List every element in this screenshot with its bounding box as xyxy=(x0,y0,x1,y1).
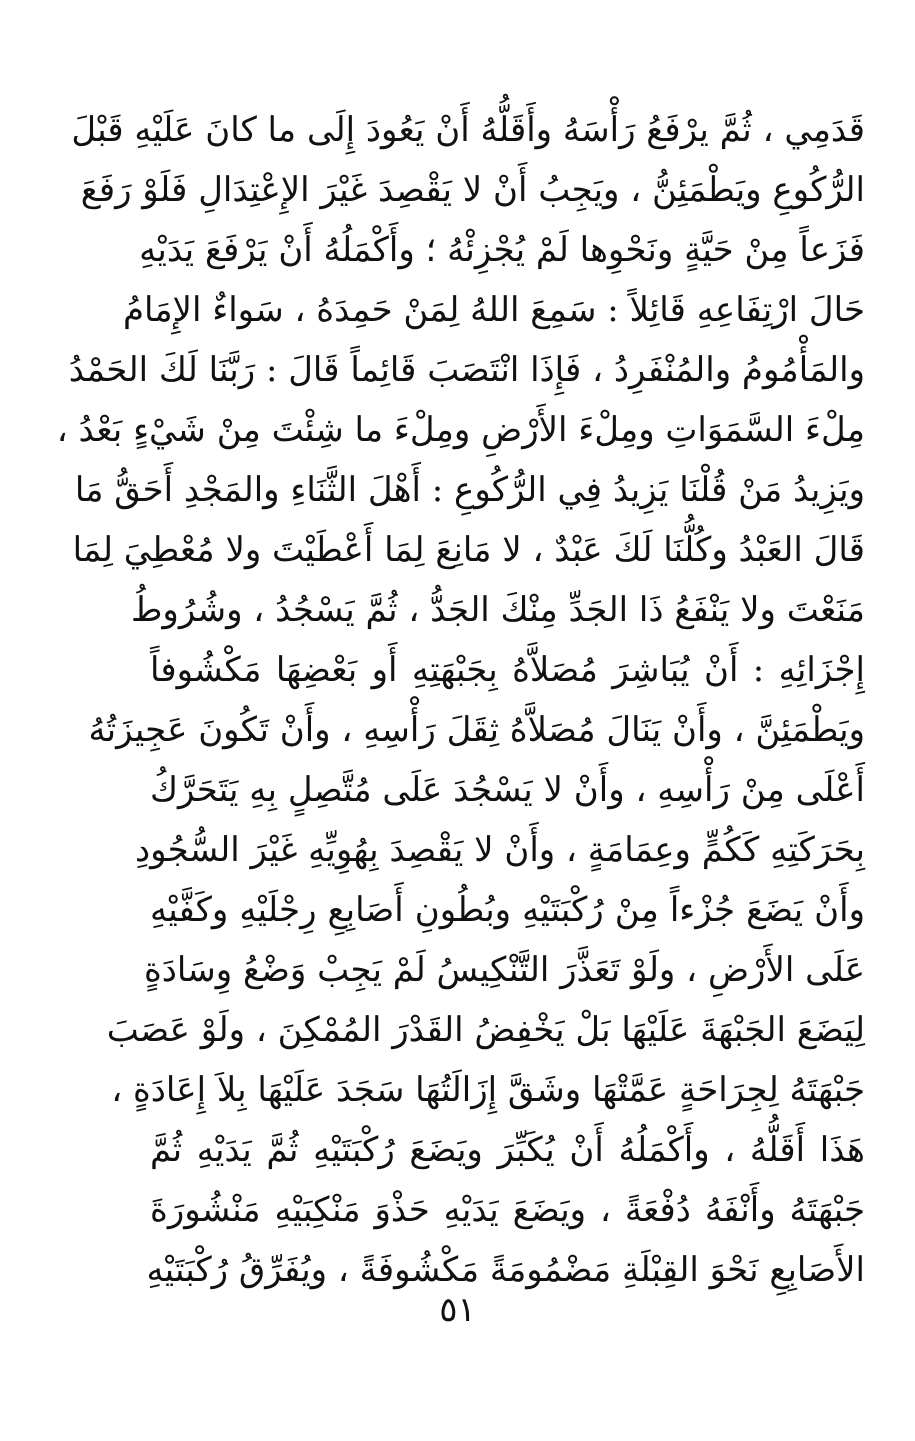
text-line: جَبْهَتَهُ وأَنْفَهُ دُفْعَةً ، ويَضَعَ يَدَيْهِ حَذْوَ مَنْكِبَيْهِ مَنْشُورَةَ xyxy=(150,1190,865,1230)
text-line: جَبْهَتَهُ لِجِرَاحَةٍ عَمَّتْهَا وشَقَّ إِزَالَتُهَا سَجَدَ عَلَيْهَا بِلاَ إِعَادَةٍ ، xyxy=(111,1070,865,1110)
text-line: حَالَ ارْتِفَاعِهِ قَائِلاً : سَمِعَ اللهُ لِمَنْ حَمِدَهُ ، سَواءٌ الإِمَامُ xyxy=(122,290,865,330)
text-line: وأَنْ يَضَعَ جُزْءاً مِنْ رُكْبَتَيْهِ وبُطُونِ أَصَابِعِ رِجْلَيْهِ وكَفَّيْهِ xyxy=(150,890,865,930)
body-text xyxy=(56,100,865,1300)
text-line: لِيَضَعَ الجَبْهَةَ عَلَيْهَا بَلْ يَخْفِضُ القَدْرَ المُمْكِنَ ، ولَوْ عَصَبَ xyxy=(106,1010,865,1050)
text-line: بِحَرَكَتِهِ كَكُمٍّ وعِمَامَةٍ ، وأَنْ لا يَقْصِدَ بِهُوِيِّهِ غَيْرَ السُّجُودِ xyxy=(134,830,865,870)
text-line: هَذَا أَقَلُّهُ ، وأَكْمَلُهُ أَنْ يُكَبِّرَ ويَضَعَ رُكْبَتَيْهِ ثُمَّ يَدَيْهِ ثُمَّ xyxy=(150,1130,865,1170)
text-line: أَعْلَى مِنْ رَأْسِهِ ، وأَنْ لا يَسْجُدَ عَلَى مُتَّصِلٍ بِهِ يَتَحَرَّكُ xyxy=(150,770,865,810)
text-line: قَدَمِي ، ثُمَّ يرْفَعُ رَأْسَهُ وأَقَلُّهُ أَنْ يَعُودَ إِلَى ما كانَ عَلَيْهِ قَبْلَ xyxy=(71,110,865,150)
text-line: ويَطْمَئِنَّ ، وأَنْ يَنَالَ مُصَلاَّهُ ثِقَلَ رَأْسِهِ ، وأَنْ تَكُونَ عَجِيزَتُهُ xyxy=(88,710,865,750)
text-line: مِلْءَ السَّمَوَاتِ ومِلْءَ الأَرْضِ ومِلْءَ ما شِئْتَ مِنْ شَيْءٍ بَعْدُ ، xyxy=(56,410,865,450)
text-line: الرُّكُوعِ ويَطْمَئِنُّ ، ويَجِبُ أَنْ لا يَقْصِدَ غَيْرَ الإِعْتِدَالِ فَلَوْ رَفَعَ xyxy=(80,170,865,210)
text-line: ويَزِيدُ مَنْ قُلْنَا يَزِيدُ فِي الرُّكُوعِ : أَهْلَ الثَّنَاءِ والمَجْدِ أَحَقُّ مَا xyxy=(74,470,865,510)
text-line: والمَأْمُومُ والمُنْفَرِدُ ، فَإِذَا انْتَصَبَ قَائِماً قَالَ : رَبَّنَا لَكَ الحَمْدُ xyxy=(68,350,865,390)
page-number: ٥١ xyxy=(439,1290,476,1330)
text-line: مَنَعْتَ ولا يَنْفَعُ ذَا الجَدِّ مِنْكَ الجَدُّ ، ثُمَّ يَسْجُدُ ، وشُرُوطُ xyxy=(130,590,865,630)
text-line: قَالَ العَبْدُ وكُلُّنَا لَكَ عَبْدٌ ، لا مَانِعَ لِمَا أَعْطَيْتَ ولا مُعْطِيَ لِمَا xyxy=(72,530,865,570)
text-line: الأَصَابِعِ نَحْوَ القِبْلَةِ مَضْمُومَةً مَكْشُوفَةً ، ويُفَرِّقُ رُكْبَتَيْهِ xyxy=(146,1250,865,1290)
text-line: فَزَعاً مِنْ حَيَّةٍ ونَحْوِها لَمْ يُجْزِئْهُ ؛ وأَكْمَلُهُ أَنْ يَرْفَعَ يَدَيْهِ xyxy=(139,230,865,270)
text-line: عَلَى الأَرْضِ ، ولَوْ تَعَذَّرَ التَّنْكِيسُ لَمْ يَجِبْ وَضْعُ وِسَادَةٍ xyxy=(143,950,865,990)
text-line: إِجْزَائِهِ : أَنْ يُبَاشِرَ مُصَلاَّهُ بِجَبْهَتِهِ أَو بَعْضِهَا مَكْشُوفاً xyxy=(150,650,865,690)
